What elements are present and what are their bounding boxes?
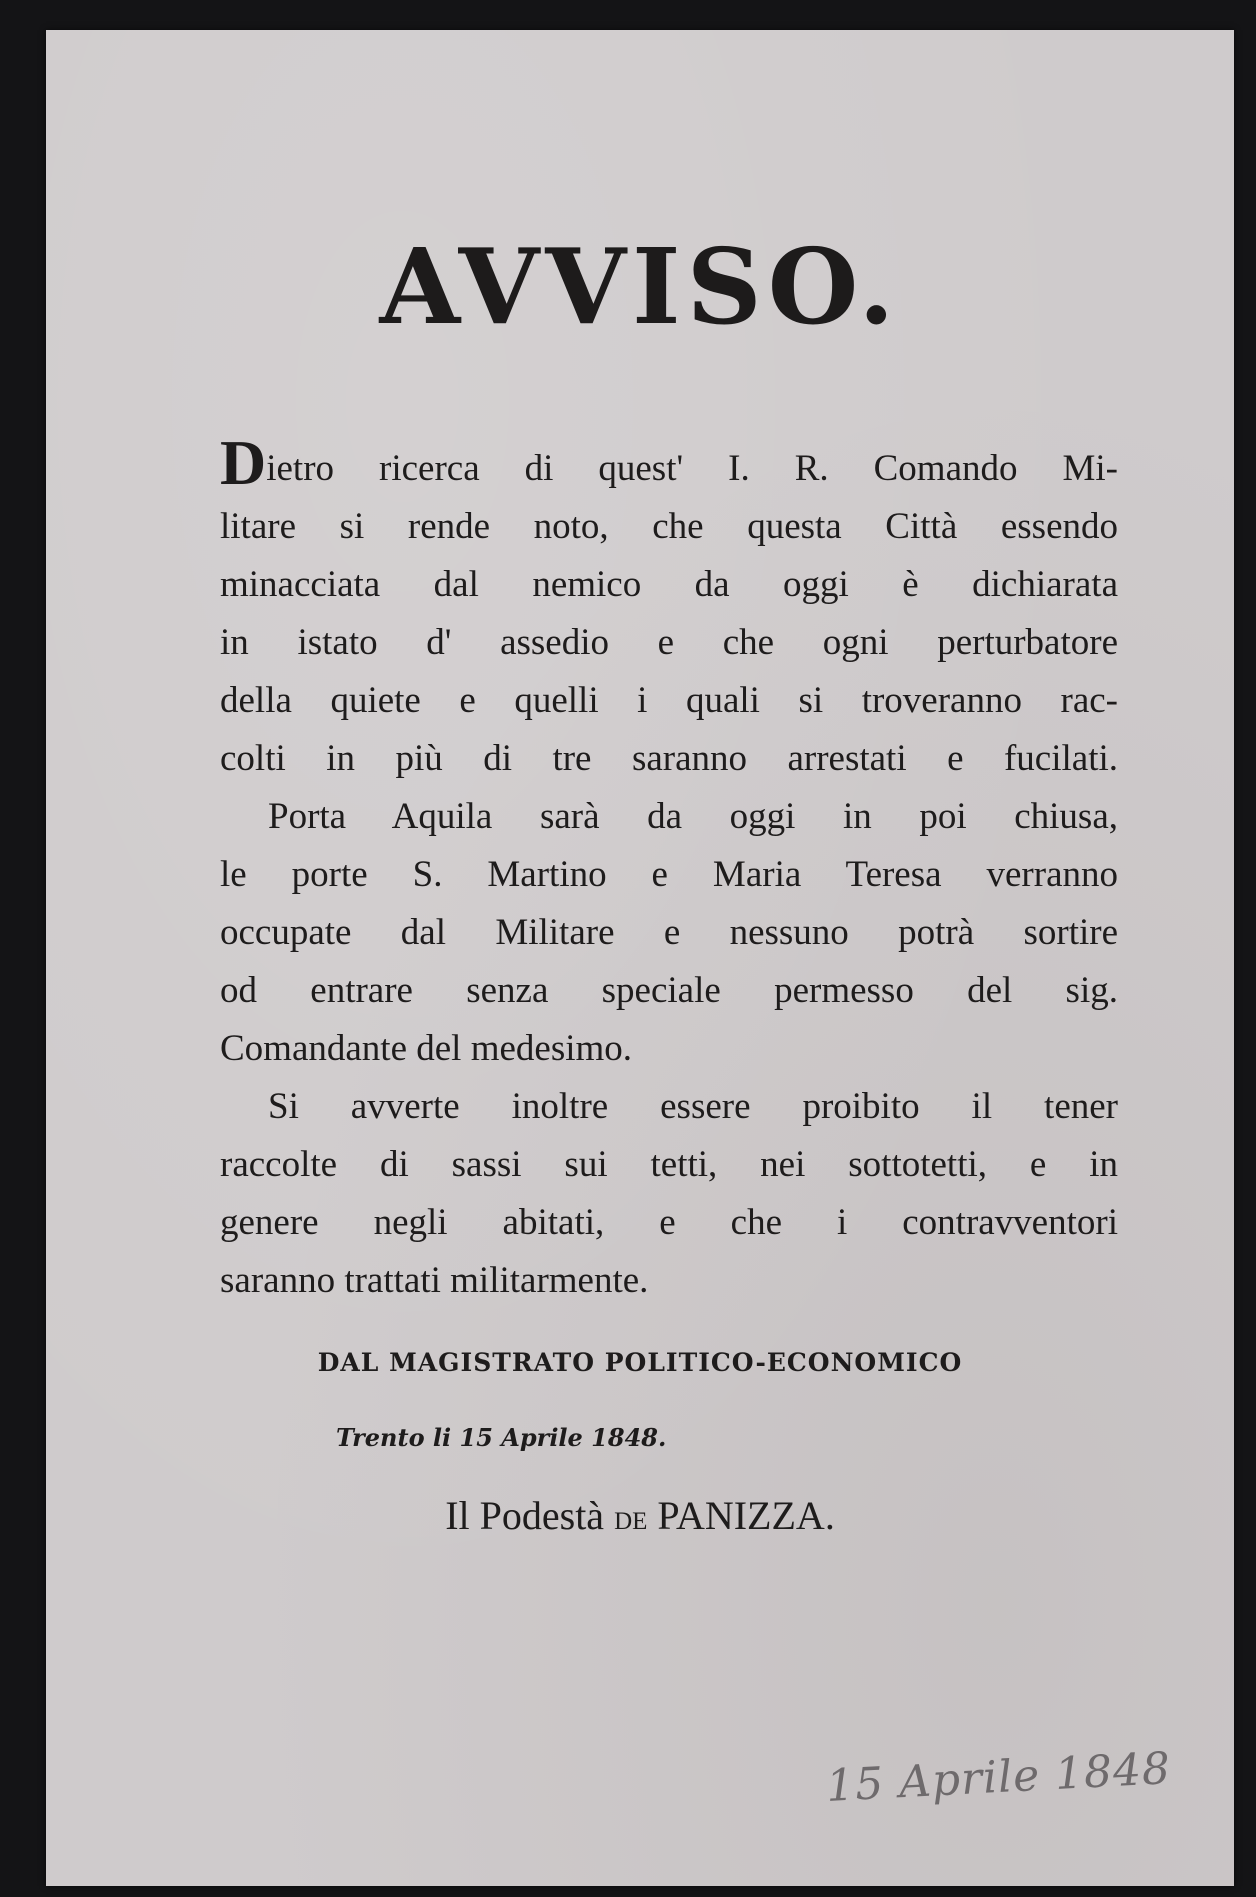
signature bbox=[46, 1492, 1234, 1539]
body-line: della quiete e quelli i quali si troveranno rac- bbox=[220, 680, 1118, 721]
signature-name: PANIZZA. bbox=[657, 1493, 835, 1538]
body-line: le porte S. Martino e Maria Teresa verranno bbox=[220, 854, 1118, 895]
signature-prefix: Il Podestà bbox=[445, 1493, 605, 1538]
body-line: Dietro ricerca di quest' I. R. Comando Mi- bbox=[220, 427, 1118, 498]
body-line: in istato d' assedio e che ogni perturbatore bbox=[220, 622, 1118, 663]
body-line: colti in più di tre saranno arrestati e fucilati. bbox=[220, 738, 1118, 779]
handwritten-date-note: 15 Aprile 1848 bbox=[824, 1743, 1173, 1812]
body-line: Porta Aquila sarà da oggi in poi chiusa, bbox=[268, 796, 1118, 837]
signature-de: de bbox=[614, 1497, 648, 1537]
body-line: raccolte di sassi sui tetti, nei sottotetti, e in bbox=[220, 1144, 1118, 1185]
dateline: Trento li 15 Aprile 1848. bbox=[336, 1423, 667, 1452]
body-line: saranno trattati militarmente. bbox=[220, 1260, 649, 1301]
body-line: minacciata dal nemico da oggi è dichiarata bbox=[220, 564, 1118, 605]
issuing-office: DAL MAGISTRATO POLITICO-ECONOMICO bbox=[317, 1348, 963, 1377]
body-line: od entrare senza speciale permesso del sig. bbox=[220, 970, 1118, 1011]
notice-body bbox=[220, 427, 1118, 1310]
notice-title: AVVISO. bbox=[379, 225, 901, 348]
body-line: genere negli abitati, e che i contravventori bbox=[220, 1202, 1118, 1243]
drop-cap: D bbox=[220, 427, 267, 498]
body-line: occupate dal Militare e nessuno potrà sortire bbox=[220, 912, 1118, 953]
body-line: Si avverte inoltre essere proibito il tener bbox=[268, 1086, 1118, 1127]
body-line: Comandante del medesimo. bbox=[220, 1028, 633, 1069]
body-line: litare si rende noto, che questa Città essendo bbox=[220, 506, 1118, 547]
notice-sheet bbox=[46, 30, 1234, 1886]
